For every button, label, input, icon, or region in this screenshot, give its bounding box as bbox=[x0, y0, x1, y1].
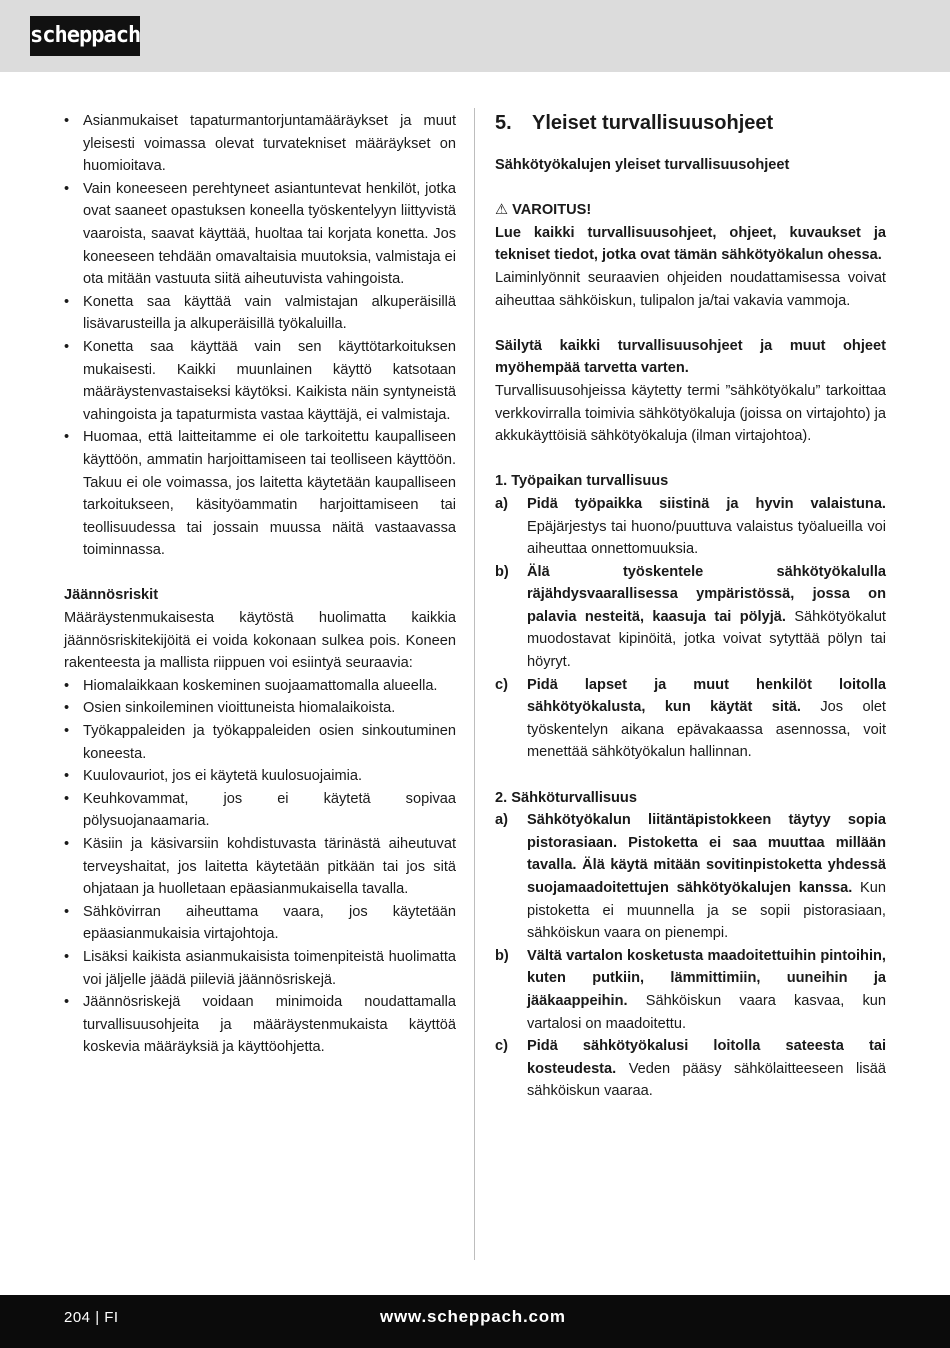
list-item: c) Pidä sähkötyökalusi loitolla sateesta tai kosteudesta. Veden pääsy sähkölaitteeseen lisää sähköiskun vaaraa. bbox=[495, 1038, 886, 1100]
section-title bbox=[495, 110, 886, 136]
workplace-safety-heading: 1. Työpaikan turvallisuus bbox=[495, 473, 669, 490]
warning-bold-text: Lue kaikki turvallisuusohjeet, ohjeet, kuvaukset ja tekniset tiedot, jotka ovat tämän sähkötyökalun ohessa. bbox=[495, 224, 886, 264]
warning-triangle-icon: ⚠ bbox=[495, 202, 509, 219]
section-number: 5. bbox=[495, 112, 512, 134]
section-title-text: Yleiset turvallisuusohjeet bbox=[532, 112, 774, 134]
list-item: • Kuulovauriot, jos ei käytetä kuulosuojaimia. bbox=[64, 765, 456, 788]
header-band bbox=[0, 0, 950, 72]
list-item: • Vain koneeseen perehtyneet asiantuntevat henkilöt, jotka ovat saaneet opastuksen koneella työskentelyyn liittyvistä vaaroista, saavat käyttää, huoltaa tai korjata konetta. Jos koneeseen tehdään omavaltaisia muutoksia, valmistaja ei ota mitään vastuuta siitä aiheutuvista vahingoista. bbox=[64, 178, 456, 291]
left-column bbox=[64, 110, 456, 1059]
electrical-safety-list bbox=[495, 809, 886, 1103]
list-item: • Lisäksi kaikista asianmukaisista toimenpiteistä huolimatta voi jäljelle jäädä piileviä jäännösriskejä. bbox=[64, 946, 456, 991]
warning-text: Laiminlyönnit seuraavien ohjeiden noudattamisessa voivat aiheuttaa sähköiskun, tulipalon ja/tai vakavia vammoja. bbox=[495, 269, 886, 309]
residual-risks-heading: Jäännösriskit bbox=[64, 587, 159, 604]
list-item: b) Älä työskentele sähkötyökalulla räjähdysvaarallisessa ympäristössä, jossa on palavia nesteitä, kaasuja tai pölyjä. Sähkötyökalut muodostavat kipinöitä, jotka voivat sytyttää pölyn tai höyryt. bbox=[495, 563, 886, 671]
list-item: • Keuhkovammat, jos ei käytetä sopivaa pölysuojanaamaria. bbox=[64, 788, 456, 833]
list-item: • Käsiin ja käsivarsiin kohdistuvasta tärinästä aiheutuvat terveyshaitat, jos laitetta käytetään pitkään tai jos sitä ohjataan ja huolletaan epäasianmukaisella tavalla. bbox=[64, 833, 456, 901]
list-item: • Huomaa, että laitteitamme ei ole tarkoitettu kaupalliseen käyttöön, ammatin harjoittamiseen tai teolliseen käyttöön. Takuu ei ole voimassa, jos laitetta käytetään kaupalliseen tarkoitukseen, käsityöammatin harjoittamiseen tai teollisuudessa tai jossain muussa näitä vastaavassa toiminnassa. bbox=[64, 426, 456, 562]
keep-instructions-text: Turvallisuusohjeissa käytetty termi ”sähkötyökalu” tarkoittaa verkkovirralla toimivia sähkötyökaluja (joissa on virtajohto) ja akkukäyttöisiä sähkötyökaluja (ilman virtajohtoa). bbox=[495, 382, 886, 445]
list-item: • Asianmukaiset tapaturmantorjuntamääräykset ja muut yleisesti voimassa olevat turvatekniset määräykset on huomioitava. bbox=[64, 110, 456, 178]
section-subtitle: Sähkötyökalujen yleiset turvallisuusohjeet bbox=[495, 157, 790, 173]
list-item: a) Pidä työpaikka siistinä ja hyvin valaistuna. Epäjärjestys tai huono/puuttuva valaistus työalueilla voi aiheuttaa onnettomuuksia. bbox=[495, 495, 886, 558]
intro-bullet-list bbox=[64, 110, 456, 562]
list-item: • Työkappaleiden ja työkappaleiden osien sinkoutuminen koneesta. bbox=[64, 720, 456, 765]
list-item: • Konetta saa käyttää vain valmistajan alkuperäisillä lisävarusteilla ja alkuperäisillä työkaluilla. bbox=[64, 291, 456, 336]
page-number: 204 | FI bbox=[64, 1309, 119, 1326]
list-item: • Jäännösriskejä voidaan minimoida noudattamalla turvallisuusohjeita ja määräystenmukaista käyttöä koskevia määräyksiä ja käyttöohjetta. bbox=[64, 991, 456, 1059]
footer-bar bbox=[0, 1295, 950, 1348]
list-item: • Konetta saa käyttää vain sen käyttötarkoituksen mukaisesti. Kaikki muunlainen käyttö katsotaan määräystenvastaiseksi käytöksi. Kaikista näin syntyneistä vahingoista ja tapaturmista vastaa käyttäjä, ei valmistaja. bbox=[64, 336, 456, 426]
list-item: a) Sähkötyökalun liitäntäpistokkeen täytyy sopia pistorasiaan. Pistoketta ei saa muuttaa millään tavalla. Älä käytä mitään sovitinpistoketta yhdessä suojamaadoitettujen sähkötyökalujen kanssa. Kun pistoketta ei muunnella ja se sopii pistorasiaan, sähköiskun vaara on pienempi. bbox=[495, 812, 887, 942]
list-item: c) Pidä lapset ja muut henkilöt loitolla sähkötyökalusta, kun käytät sitä. Jos olet työskentelyn aikana epävakaassa asennossa, voit menettää sähkötyökalun hallinnan. bbox=[495, 676, 886, 761]
list-item: • Sähkövirran aiheuttama vaara, jos käytetään epäasianmukaisia virtajohtoja. bbox=[64, 901, 456, 946]
list-item: b) Vältä vartalon kosketusta maadoitettuihin pintoihin, kuten putkiin, lämmittimiin, uuneihin ja jääkaappeihin. Sähköiskun vaara kasvaa, kun vartalosi on maadoitettu. bbox=[495, 947, 886, 1032]
keep-instructions-bold: Säilytä kaikki turvallisuusohjeet ja muut ohjeet myöhempää tarvetta varten. bbox=[495, 337, 886, 377]
column-divider bbox=[474, 108, 475, 1260]
warning-label: ⚠ VAROITUS! bbox=[495, 199, 886, 222]
workplace-safety-list bbox=[495, 493, 886, 764]
list-item: • Osien sinkoileminen vioittuneista hiomalaikoista. bbox=[64, 697, 456, 720]
website-link[interactable]: www.scheppach.com bbox=[380, 1307, 566, 1326]
scheppach-logo: scheppach bbox=[30, 16, 140, 56]
electrical-safety-heading: 2. Sähköturvallisuus bbox=[495, 789, 637, 806]
residual-risks-intro: Määräystenmukaisesta käytöstä huolimatta kaikkia jäännösriskitekijöitä ei voida kokonaan sulkea pois. Koneen rakenteesta ja mallista riippuen voi esiintyä seuraavia: bbox=[64, 610, 456, 672]
list-item: • Hiomalaikkaan koskeminen suojaamattomalla alueella. bbox=[64, 675, 456, 698]
residual-risks-list bbox=[64, 675, 456, 1059]
right-column bbox=[495, 110, 886, 1103]
